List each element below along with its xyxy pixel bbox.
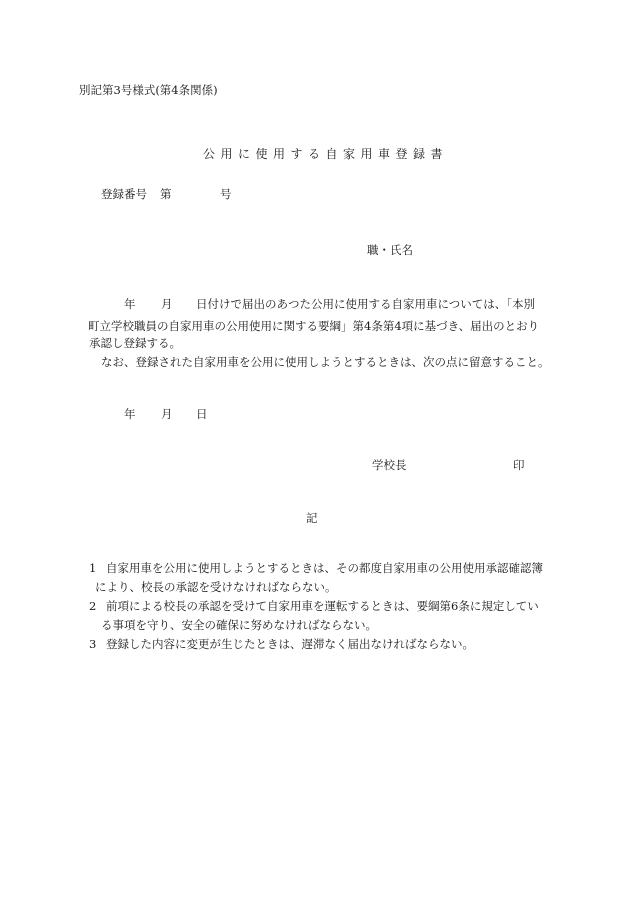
body-line2: 町立学校職員の自家用車の公用使用に関する要綱」第4条第4項に基づき、届出のとおり bbox=[88, 319, 540, 333]
body-line1-year: 年 bbox=[124, 297, 136, 311]
body-line4: なお、登録された自家用車を公用に使用しようとするときは、次の点に留意すること。 bbox=[101, 355, 550, 369]
position-name-label: 職・氏名 bbox=[367, 243, 413, 257]
note-1-line1: 自家用車を公用に使用しようとするときは、その都度自家用車の公用使用承認確認簿 bbox=[106, 561, 543, 575]
document-title: 公用に使用する自家用車登録書 bbox=[203, 147, 449, 161]
date-month: 月 bbox=[161, 407, 173, 421]
form-reference: 別記第3号様式(第4条関係) bbox=[79, 83, 218, 97]
registration-number-label: 登録番号 bbox=[101, 187, 147, 201]
registration-dai: 第 bbox=[160, 187, 172, 201]
seal-label: 印 bbox=[513, 458, 525, 472]
note-3-number: 3 bbox=[89, 637, 97, 651]
body-line3: 承認し登録する。 bbox=[89, 336, 181, 350]
principal-label: 学校長 bbox=[372, 458, 407, 472]
body-line1-text: 日付けで届出のあつた公用に使用する自家用車については、「本別 bbox=[196, 297, 536, 311]
body-line1-month: 月 bbox=[161, 297, 173, 311]
note-1-line2: により、校長の承認を受けなければならない。 bbox=[95, 580, 337, 594]
date-year: 年 bbox=[124, 407, 136, 421]
note-2-line2: る事項を守り、安全の確保に努めなければならない。 bbox=[101, 618, 377, 632]
note-2-line1: 前項による校長の承認を受けて自家用車を運転するときは、要綱第6条に規定してい bbox=[106, 599, 539, 613]
note-2-number: 2 bbox=[89, 599, 97, 613]
note-3-line1: 登録した内容に変更が生じたときは、遅滞なく届出なければならない。 bbox=[106, 637, 474, 651]
note-1-number: 1 bbox=[89, 561, 97, 575]
date-day: 日 bbox=[196, 407, 208, 421]
registration-go: 号 bbox=[220, 187, 232, 201]
ki-label: 記 bbox=[306, 511, 318, 525]
